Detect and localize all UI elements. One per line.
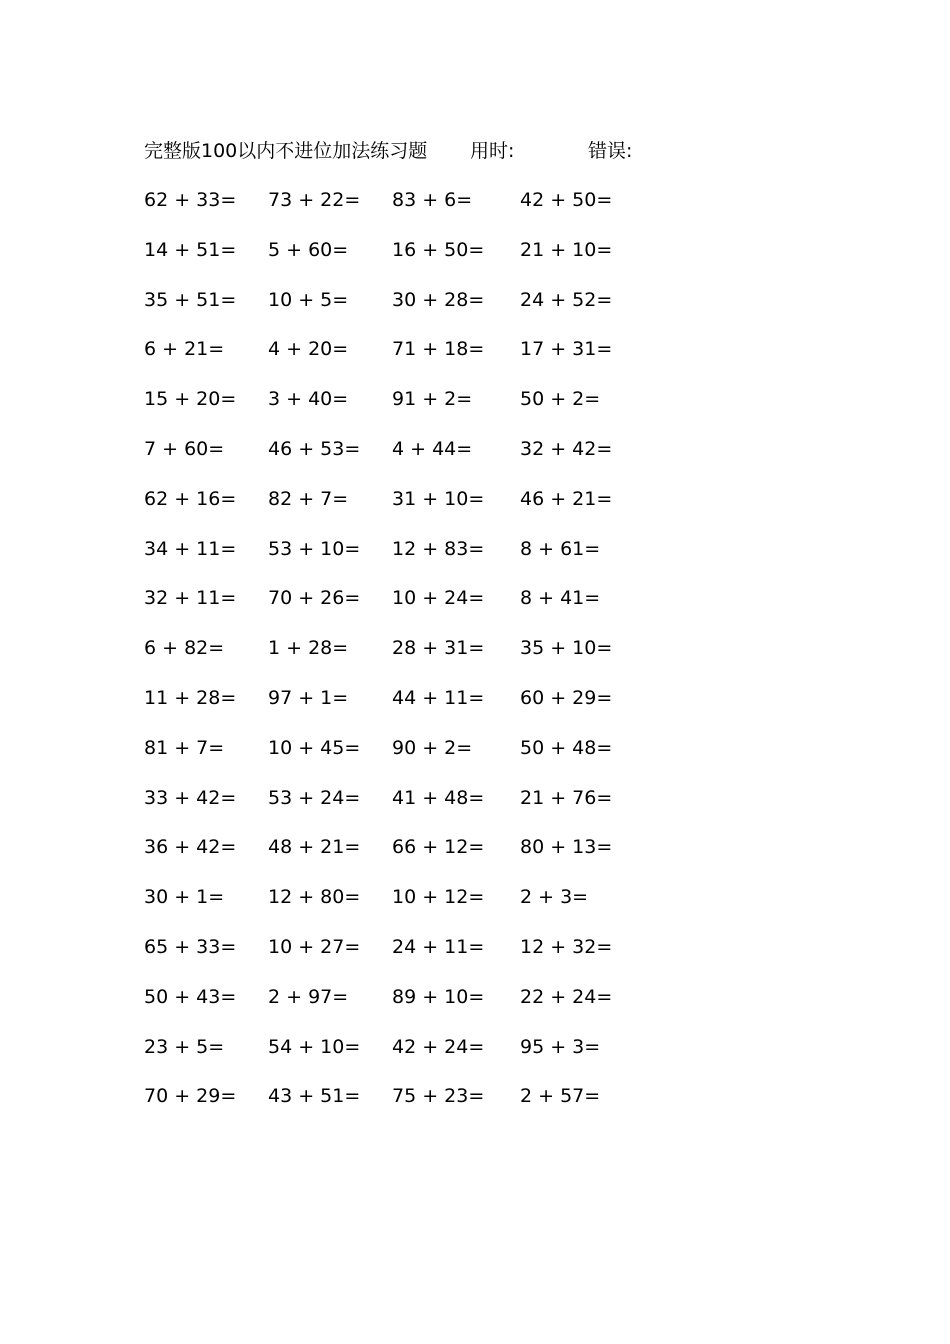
problem-item: 33 + 42= [144, 786, 237, 809]
problem-item: 43 + 51= [268, 1085, 361, 1108]
problem-item: 95 + 3= [520, 1035, 601, 1058]
problem-row [0, 982, 950, 1012]
problem-row [0, 683, 950, 713]
problem-item: 21 + 10= [520, 238, 613, 261]
problem-item: 97 + 1= [268, 687, 349, 709]
problem-item: 2 + 57= [520, 1085, 601, 1108]
problem-item: 8 + 61= [520, 537, 601, 560]
problem-item: 6 + 21= [144, 338, 225, 361]
problem-item: 10 + 27= [268, 936, 361, 958]
problem-row [0, 1032, 950, 1062]
problem-item: 53 + 24= [268, 786, 361, 809]
problem-item: 35 + 10= [520, 637, 613, 660]
problem-item: 15 + 20= [144, 388, 237, 411]
problem-item: 73 + 22= [268, 189, 361, 211]
problem-item: 50 + 48= [520, 736, 613, 759]
problem-row [0, 932, 950, 962]
problem-item: 10 + 45= [268, 736, 361, 759]
problem-item: 34 + 11= [144, 537, 237, 560]
problem-item: 23 + 5= [144, 1035, 225, 1058]
problem-item: 60 + 29= [520, 687, 613, 709]
problem-row [0, 484, 950, 514]
problem-item: 2 + 3= [520, 886, 589, 909]
problem-item: 24 + 52= [520, 288, 613, 311]
problem-item: 62 + 16= [144, 487, 237, 510]
problem-item: 6 + 82= [144, 637, 225, 660]
problem-item: 62 + 33= [144, 189, 237, 211]
problem-item: 11 + 28= [144, 687, 237, 709]
problem-item: 42 + 50= [520, 189, 613, 211]
problem-row [0, 882, 950, 912]
problem-item: 3 + 40= [268, 388, 349, 411]
problem-item: 31 + 10= [392, 487, 485, 510]
problem-item: 75 + 23= [392, 1085, 485, 1108]
problem-item: 2 + 97= [268, 985, 349, 1008]
problem-item: 12 + 80= [268, 886, 361, 909]
problem-item: 48 + 21= [268, 836, 361, 859]
problem-item: 4 + 20= [268, 338, 349, 361]
problem-item: 46 + 53= [268, 438, 361, 460]
worksheet-title: 完整版100以内不进位加法练习题 [144, 140, 428, 162]
problem-item: 70 + 29= [144, 1085, 237, 1108]
problem-item: 10 + 24= [392, 587, 485, 610]
problem-item: 32 + 42= [520, 438, 613, 460]
problem-row [0, 185, 950, 215]
problem-item: 50 + 43= [144, 985, 237, 1008]
problem-item: 1 + 28= [268, 637, 349, 660]
problem-item: 82 + 7= [268, 487, 349, 510]
problem-item: 30 + 1= [144, 886, 225, 909]
problem-item: 30 + 28= [392, 288, 485, 311]
problem-item: 41 + 48= [392, 786, 485, 809]
problem-item: 4 + 44= [392, 438, 473, 460]
problem-row [0, 583, 950, 613]
time-label: 用时: [470, 140, 515, 162]
problem-item: 10 + 12= [392, 886, 485, 909]
problem-item: 5 + 60= [268, 238, 349, 261]
problem-item: 28 + 31= [392, 637, 485, 660]
problem-item: 17 + 31= [520, 338, 613, 361]
problem-item: 54 + 10= [268, 1035, 361, 1058]
problem-item: 80 + 13= [520, 836, 613, 859]
problem-item: 12 + 32= [520, 936, 613, 958]
problem-item: 71 + 18= [392, 338, 485, 361]
problem-item: 81 + 7= [144, 736, 225, 759]
problem-item: 24 + 11= [392, 936, 485, 958]
problem-item: 90 + 2= [392, 736, 473, 759]
problem-row [0, 783, 950, 813]
problem-row [0, 633, 950, 663]
problem-item: 46 + 21= [520, 487, 613, 510]
problem-row [0, 434, 950, 464]
problem-item: 70 + 26= [268, 587, 361, 610]
problem-item: 22 + 24= [520, 985, 613, 1008]
problem-item: 50 + 2= [520, 388, 601, 411]
problem-item: 42 + 24= [392, 1035, 485, 1058]
problem-item: 91 + 2= [392, 388, 473, 411]
problem-row [0, 235, 950, 265]
problem-item: 83 + 6= [392, 189, 473, 211]
problem-item: 32 + 11= [144, 587, 237, 610]
problem-item: 21 + 76= [520, 786, 613, 809]
problem-item: 7 + 60= [144, 438, 225, 460]
problem-item: 66 + 12= [392, 836, 485, 859]
error-label: 错误: [588, 140, 633, 162]
problem-item: 36 + 42= [144, 836, 237, 859]
worksheet-header [0, 136, 950, 166]
problem-item: 14 + 51= [144, 238, 237, 261]
problem-row [0, 832, 950, 862]
problem-item: 44 + 11= [392, 687, 485, 709]
problem-row [0, 733, 950, 763]
problem-row [0, 534, 950, 564]
problem-row [0, 334, 950, 364]
problem-row [0, 1081, 950, 1111]
problem-item: 10 + 5= [268, 288, 349, 311]
problem-row [0, 384, 950, 414]
problem-row [0, 285, 950, 315]
problem-item: 16 + 50= [392, 238, 485, 261]
problem-item: 35 + 51= [144, 288, 237, 311]
problem-item: 53 + 10= [268, 537, 361, 560]
problem-item: 65 + 33= [144, 936, 237, 958]
problem-item: 12 + 83= [392, 537, 485, 560]
problem-item: 89 + 10= [392, 985, 485, 1008]
problem-item: 8 + 41= [520, 587, 601, 610]
